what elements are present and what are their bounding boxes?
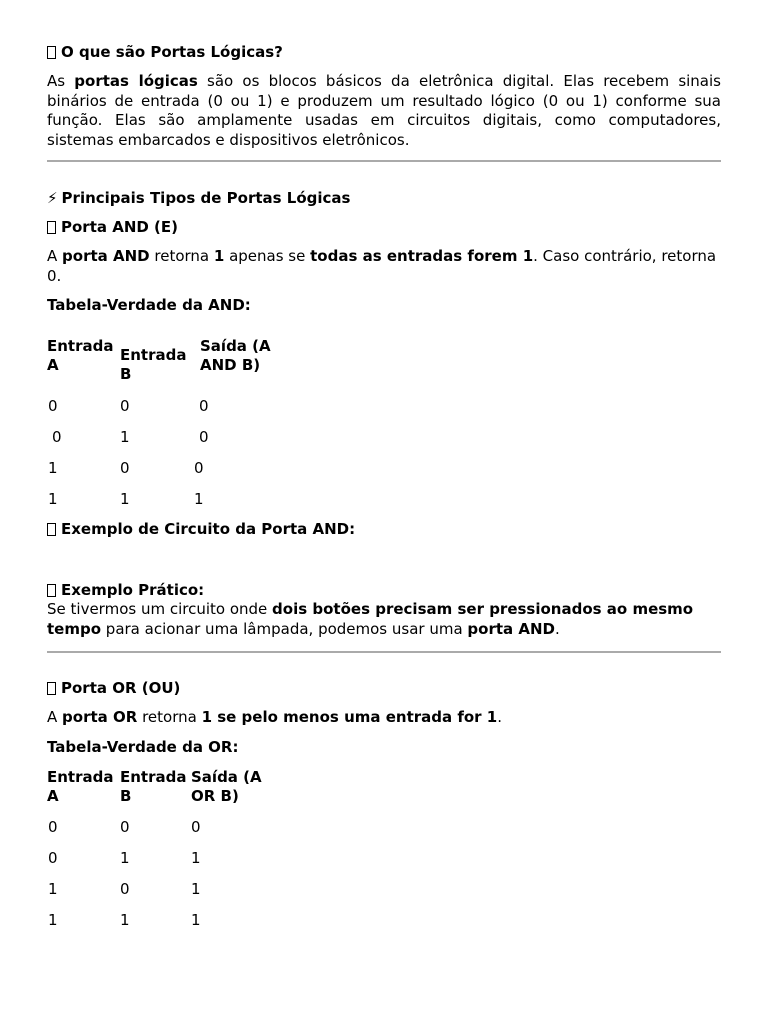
- table-cell: 1: [48, 911, 58, 929]
- table-header: Entrada A: [47, 768, 114, 805]
- table-cell: 0: [120, 397, 130, 415]
- emoji-placeholder-icon: [47, 584, 56, 597]
- table-cell: 0: [191, 818, 201, 836]
- and-heading: Porta AND (E): [47, 218, 178, 236]
- table-cell: 0: [120, 880, 130, 898]
- table-cell: 1: [120, 911, 130, 929]
- and-table-title: Tabela-Verdade da AND:: [47, 296, 251, 314]
- and-practical-heading: Exemplo Prático:: [47, 581, 204, 599]
- table-cell: 0: [48, 818, 58, 836]
- types-heading: ⚡ Principais Tipos de Portas Lógicas: [47, 189, 351, 207]
- or-heading: Porta OR (OU): [47, 679, 180, 697]
- emoji-placeholder-icon: [47, 221, 56, 234]
- or-description: A porta OR retorna 1 se pelo menos uma entrada for 1.: [47, 708, 503, 726]
- table-header: Entrada A: [47, 337, 114, 374]
- table-cell: 0: [194, 459, 204, 477]
- lightning-icon: ⚡: [47, 189, 58, 207]
- and-description: A porta AND retorna 1 apenas se todas as entradas forem 1. Caso contrário, retorna 0.: [47, 247, 717, 285]
- section-divider: [47, 651, 721, 653]
- table-cell: 0: [199, 397, 209, 415]
- emoji-placeholder-icon: [47, 46, 56, 59]
- and-practical-text: Se tivermos um circuito onde dois botões precisam ser pressionados ao mesmo tempo para acionar uma lâmpada, podemos usar uma porta AND.: [47, 600, 694, 638]
- intro-paragraph: As portas lógicas são os blocos básicos da eletrônica digital. Elas recebem sinais binários de entrada (0 ou 1) e produzem um resultado lógico (0 ou 1) conforme sua função. Elas são amplamente usadas em circuitos digitais, como computadores, sistemas embarcados e dispositivos eletrônicos.: [47, 72, 721, 149]
- emoji-placeholder-icon: [47, 523, 56, 536]
- table-cell: 1: [120, 428, 130, 446]
- table-cell: 1: [191, 911, 201, 929]
- table-cell: 1: [120, 490, 130, 508]
- table-cell: 1: [191, 880, 201, 898]
- table-cell: 0: [120, 459, 130, 477]
- table-header: Entrada B: [120, 346, 187, 383]
- table-cell: 0: [199, 428, 209, 446]
- table-cell: 0: [48, 397, 58, 415]
- table-cell: 1: [194, 490, 204, 508]
- table-cell: 1: [48, 880, 58, 898]
- table-header: Saída (A OR B): [191, 768, 262, 805]
- table-cell: 0: [120, 818, 130, 836]
- table-cell: 0: [52, 428, 62, 446]
- table-cell: 0: [48, 849, 58, 867]
- table-cell: 1: [48, 490, 58, 508]
- table-cell: 1: [120, 849, 130, 867]
- intro-heading: O que são Portas Lógicas?: [47, 43, 283, 61]
- section-divider: [47, 160, 721, 162]
- and-circuit-heading: Exemplo de Circuito da Porta AND:: [47, 520, 355, 538]
- table-cell: 1: [191, 849, 201, 867]
- table-header: Entrada B: [120, 768, 187, 805]
- or-table-title: Tabela-Verdade da OR:: [47, 738, 239, 756]
- emoji-placeholder-icon: [47, 682, 56, 695]
- table-cell: 1: [48, 459, 58, 477]
- table-header: Saída (A AND B): [200, 337, 271, 374]
